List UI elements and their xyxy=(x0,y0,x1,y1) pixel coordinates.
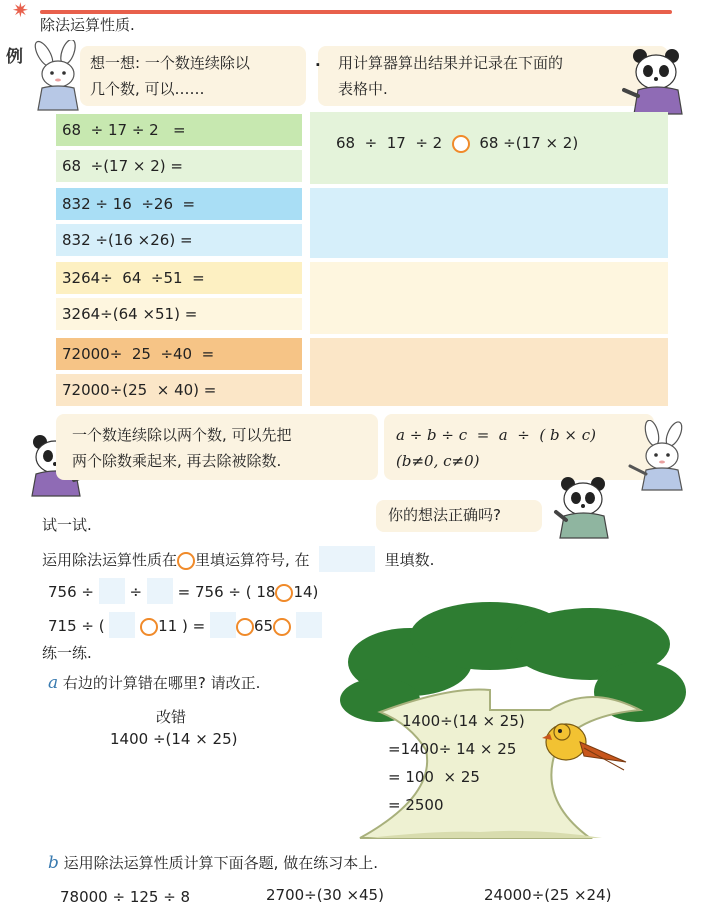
practice-a-text: 右边的计算错在哪里? 请改正. xyxy=(62,674,261,692)
rule-bubble xyxy=(56,414,378,480)
tree-line-1: 1400÷(14 × 25) xyxy=(402,712,525,730)
operator-circle[interactable] xyxy=(273,618,291,636)
l2-b: 11 ) = xyxy=(158,617,206,635)
rabbit-icon xyxy=(628,420,694,492)
try-it-instruction xyxy=(42,546,434,572)
try-line-2 xyxy=(48,612,322,638)
exercise-expression: 24000÷(25 ×24) xyxy=(484,886,612,904)
operator-circle[interactable] xyxy=(140,618,158,636)
number-box[interactable] xyxy=(296,612,322,638)
operator-circle[interactable] xyxy=(452,135,470,153)
calculator-bubble xyxy=(315,46,668,106)
table-row: 832 ÷(16 ×26) = xyxy=(56,224,302,256)
l2-a: 715 ÷ ( xyxy=(48,617,105,635)
item-letter-b: b xyxy=(48,853,59,873)
tree-line-2: =1400÷ 14 × 25 xyxy=(388,740,517,758)
bird-icon xyxy=(540,712,630,776)
l1-b: ÷ xyxy=(129,583,143,601)
number-box[interactable] xyxy=(210,612,236,638)
compare-expression xyxy=(336,134,578,153)
compare-panel xyxy=(310,262,668,334)
formula-line-1: a ÷ b ÷ c = a ÷ ( b × c) xyxy=(396,426,596,444)
compare-panel xyxy=(310,188,668,258)
try-line-1 xyxy=(48,578,318,604)
calc-line-1: 用计算器算出结果并记录在下面的 xyxy=(338,54,564,72)
bubble-dot: . xyxy=(315,52,321,70)
try-it-title: 试一试. xyxy=(42,516,92,534)
table-row: 72000÷(25 × 40) = xyxy=(56,374,302,406)
header-rule xyxy=(40,10,672,14)
operator-circle[interactable] xyxy=(275,584,293,602)
table-row: 72000÷ 25 ÷40 = xyxy=(56,338,302,370)
practice-b xyxy=(48,852,378,873)
l1-a: 756 ÷ xyxy=(48,583,94,601)
number-box[interactable] xyxy=(109,612,135,638)
instr-c: 里填数. xyxy=(384,551,435,569)
operator-circle-sample xyxy=(177,552,195,570)
rule-line-1: 一个数连续除以两个数, 可以先把 xyxy=(72,426,292,444)
table-row: 3264÷(64 ×51) = xyxy=(56,298,302,330)
correct-expression: 1400 ÷(14 × 25) xyxy=(110,730,238,748)
tree-line-4: = 2500 xyxy=(388,796,444,814)
section-title: 除法运算性质. xyxy=(40,16,135,34)
formula-bubble xyxy=(384,414,654,480)
calc-line-2: 表格中. xyxy=(338,80,388,98)
tree-line-3: = 100 × 25 xyxy=(388,768,480,786)
correct-label: 改错 xyxy=(156,708,187,726)
exercise-expression: 2700÷(30 ×45) xyxy=(266,886,384,904)
practice-title: 练一练. xyxy=(42,644,92,662)
exercise-expression: 78000 ÷ 125 ÷ 8 xyxy=(60,888,191,906)
think-bubble xyxy=(80,46,306,106)
number-box-sample xyxy=(319,546,375,572)
practice-b-text: 运用除法运算性质计算下面各题, 做在练习本上. xyxy=(63,854,378,872)
table-row: 832 ÷ 16 ÷26 = xyxy=(56,188,302,220)
compare-panel xyxy=(310,338,668,406)
instr-b: 里填运算符号, 在 xyxy=(195,551,310,569)
l1-d: 14) xyxy=(293,583,319,601)
l2-c: 65 xyxy=(253,617,274,635)
operator-circle[interactable] xyxy=(236,618,254,636)
instr-a: 运用除法运算性质在 xyxy=(42,551,178,569)
compare-right: 68 ÷(17 × 2) xyxy=(479,134,579,152)
practice-a xyxy=(48,672,260,693)
table-row: 3264÷ 64 ÷51 = xyxy=(56,262,302,294)
compare-left: 68 ÷ 17 ÷ 2 xyxy=(336,134,443,152)
number-box[interactable] xyxy=(99,578,125,604)
question-bubble: 你的想法正确吗? xyxy=(376,500,542,532)
think-line-1: 想一想: 一个数连续除以 xyxy=(90,54,250,72)
rule-line-2: 两个除数乘起来, 再去除被除数. xyxy=(72,452,282,470)
table-row: 68 ÷(17 × 2) = xyxy=(56,150,302,182)
table-row: 68 ÷ 17 ÷ 2 = xyxy=(56,114,302,146)
l1-c: = 756 ÷ ( 18 xyxy=(177,583,276,601)
panda-icon xyxy=(622,46,692,116)
item-letter-a: a xyxy=(48,673,59,693)
panda-icon xyxy=(552,474,618,540)
example-label: 例 xyxy=(6,47,23,67)
star-icon: ✷ xyxy=(12,0,29,22)
number-box[interactable] xyxy=(147,578,173,604)
formula-line-2: (b≠0, c≠0) xyxy=(396,452,480,470)
think-line-2: 几个数, 可以…… xyxy=(90,80,205,98)
